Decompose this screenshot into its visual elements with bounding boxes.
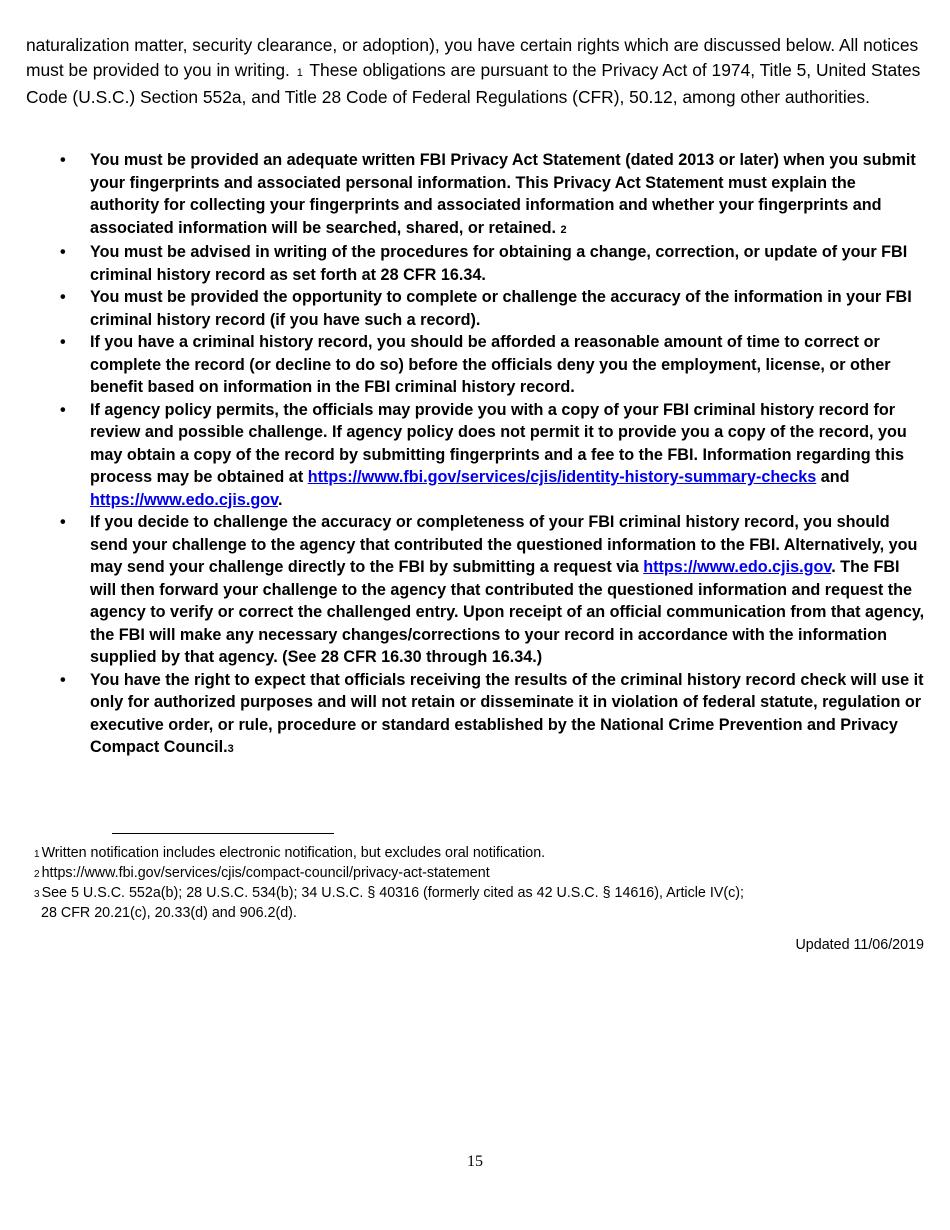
bullet-icon: • — [60, 333, 66, 351]
and-text: and — [820, 468, 850, 486]
intro-text: naturalization matter, security clearance, or adoption), you have certain rights which are discussed below. All notices must be provided to you in writing. — [26, 35, 919, 80]
footnote-number: 3 — [34, 889, 40, 900]
footnote-3-continued: 28 CFR 20.21(c), 20.33(d) and 906.2(d). — [41, 905, 297, 921]
footnote-number: 1 — [34, 849, 40, 860]
edo-cjis-link[interactable]: https://www.edo.cjis.gov — [643, 558, 832, 576]
rights-item-text: If you decide to challenge the accuracy or completeness of your FBI criminal history record, you should send your challenge to the agency that contributed the questioned information to the FBI. Alternatively, you may send your challenge directly to the FBI by submitting a request via — [90, 513, 918, 576]
footnote-3 — [34, 884, 914, 904]
identity-history-link[interactable]: https://www.fbi.gov/services/cjis/identity-history-summary-checks — [307, 468, 817, 486]
rights-item-text: You must be provided an adequate written FBI Privacy Act Statement (dated 2013 or later) when you submit your fingerprints and associated personal information. This Privacy Act Statement must explain the authority for collecting your fingerprints and associated information and whether your fingerprints and associated information will be searched, shared, or retained. — [90, 151, 916, 237]
rights-item-text: If agency policy permits, the officials may provide you with a copy of your FBI criminal history record for review and possible challenge. If agency policy does not permit it to provide you a copy of the record, you may obtain a copy of the record by submitting fingerprints and a fee to the FBI. Information regarding this process may be obtained at — [90, 400, 907, 486]
bullet-icon: • — [60, 670, 66, 689]
intro-text-2: These obligations are pursuant to the Privacy Act of 1974, Title 5, United States Code (U.S.C.) Section 552a, and Title 28 Code of Federal Regulations (CFR), 50.12, among other authorities. — [26, 59, 921, 107]
rights-item-text: You must be provided the opportunity to complete or challenge the accuracy of the information in your FBI criminal history record (if you have such a record). — [90, 288, 912, 329]
rights-item-privacy-statement — [26, 149, 926, 241]
rights-item-text: If you have a criminal history record, you should be afforded a reasonable amount of time to correct or complete the record (or decline to do so) before the officials deny you the employment, license, or other benefit based on information in the FBI criminal history record. — [90, 333, 891, 396]
bullet-icon: • — [60, 288, 66, 306]
footnote-ref-2[interactable]: 2 — [560, 223, 567, 236]
footnote-ref-3[interactable]: 3 — [227, 743, 234, 755]
footnote-text: https://www.fbi.gov/services/cjis/compact-council/privacy-act-statement — [41, 865, 490, 881]
bullet-icon: • — [60, 151, 66, 169]
rights-item-authorized-use — [26, 669, 926, 761]
footnotes — [34, 844, 914, 922]
footnote-1 — [34, 844, 914, 864]
rights-item-text: You have the right to expect that officials receiving the results of the criminal history record check will use it only for authorized purposes and will not retain or disseminate it in violation of federal statute, regulation or executive order, or rule, procedure or standard established by the National Crime Prevention and Privacy Compact Council. — [90, 670, 924, 756]
rights-list — [26, 149, 926, 761]
footnote-divider — [112, 833, 334, 834]
edo-cjis-link[interactable]: https://www.edo.cjis.gov — [90, 490, 278, 509]
bullet-icon: • — [60, 400, 66, 419]
rights-item-reasonable-time — [26, 331, 926, 399]
rights-item-challenge-opportunity — [26, 286, 926, 331]
footnote-text: See 5 U.S.C. 552a(b); 28 U.S.C. 534(b); 34 U.S.C. § 40316 (formerly cited as 42 U.S.C. § 14616), Article IV(c); — [41, 885, 745, 901]
rights-item-text: You must be advised in writing of the procedures for obtaining a change, correction, or update of your FBI criminal history record as set forth at 28 CFR 16.34. — [90, 243, 908, 284]
bullet-icon: • — [60, 513, 66, 531]
period-text: . — [277, 490, 283, 509]
updated-date: Updated 11/06/2019 — [795, 937, 924, 953]
rights-item-procedures — [26, 241, 926, 286]
footnote-text: Written notification includes electronic notification, but excludes oral notification. — [41, 845, 546, 861]
page-number: 15 — [467, 1153, 483, 1170]
bullet-icon: • — [60, 243, 66, 261]
rights-item-record-copy — [26, 399, 926, 512]
intro-paragraph — [26, 33, 926, 110]
rights-item-text-2: . The FBI will then forward your challenge to the agency that contributed the questioned information and request the agency to verify or correct the challenged entry. Upon receipt of an official communication from that agency, the FBI will make any necessary changes/corrections to your record in accordance with the information supplied by that agency. (See 28 CFR 16.30 through 16.34.) — [90, 558, 925, 666]
footnote-2 — [34, 864, 914, 884]
rights-item-challenge-process — [26, 511, 926, 669]
footnote-number: 2 — [34, 869, 40, 880]
footnote-ref-1[interactable]: 1 — [296, 66, 303, 79]
